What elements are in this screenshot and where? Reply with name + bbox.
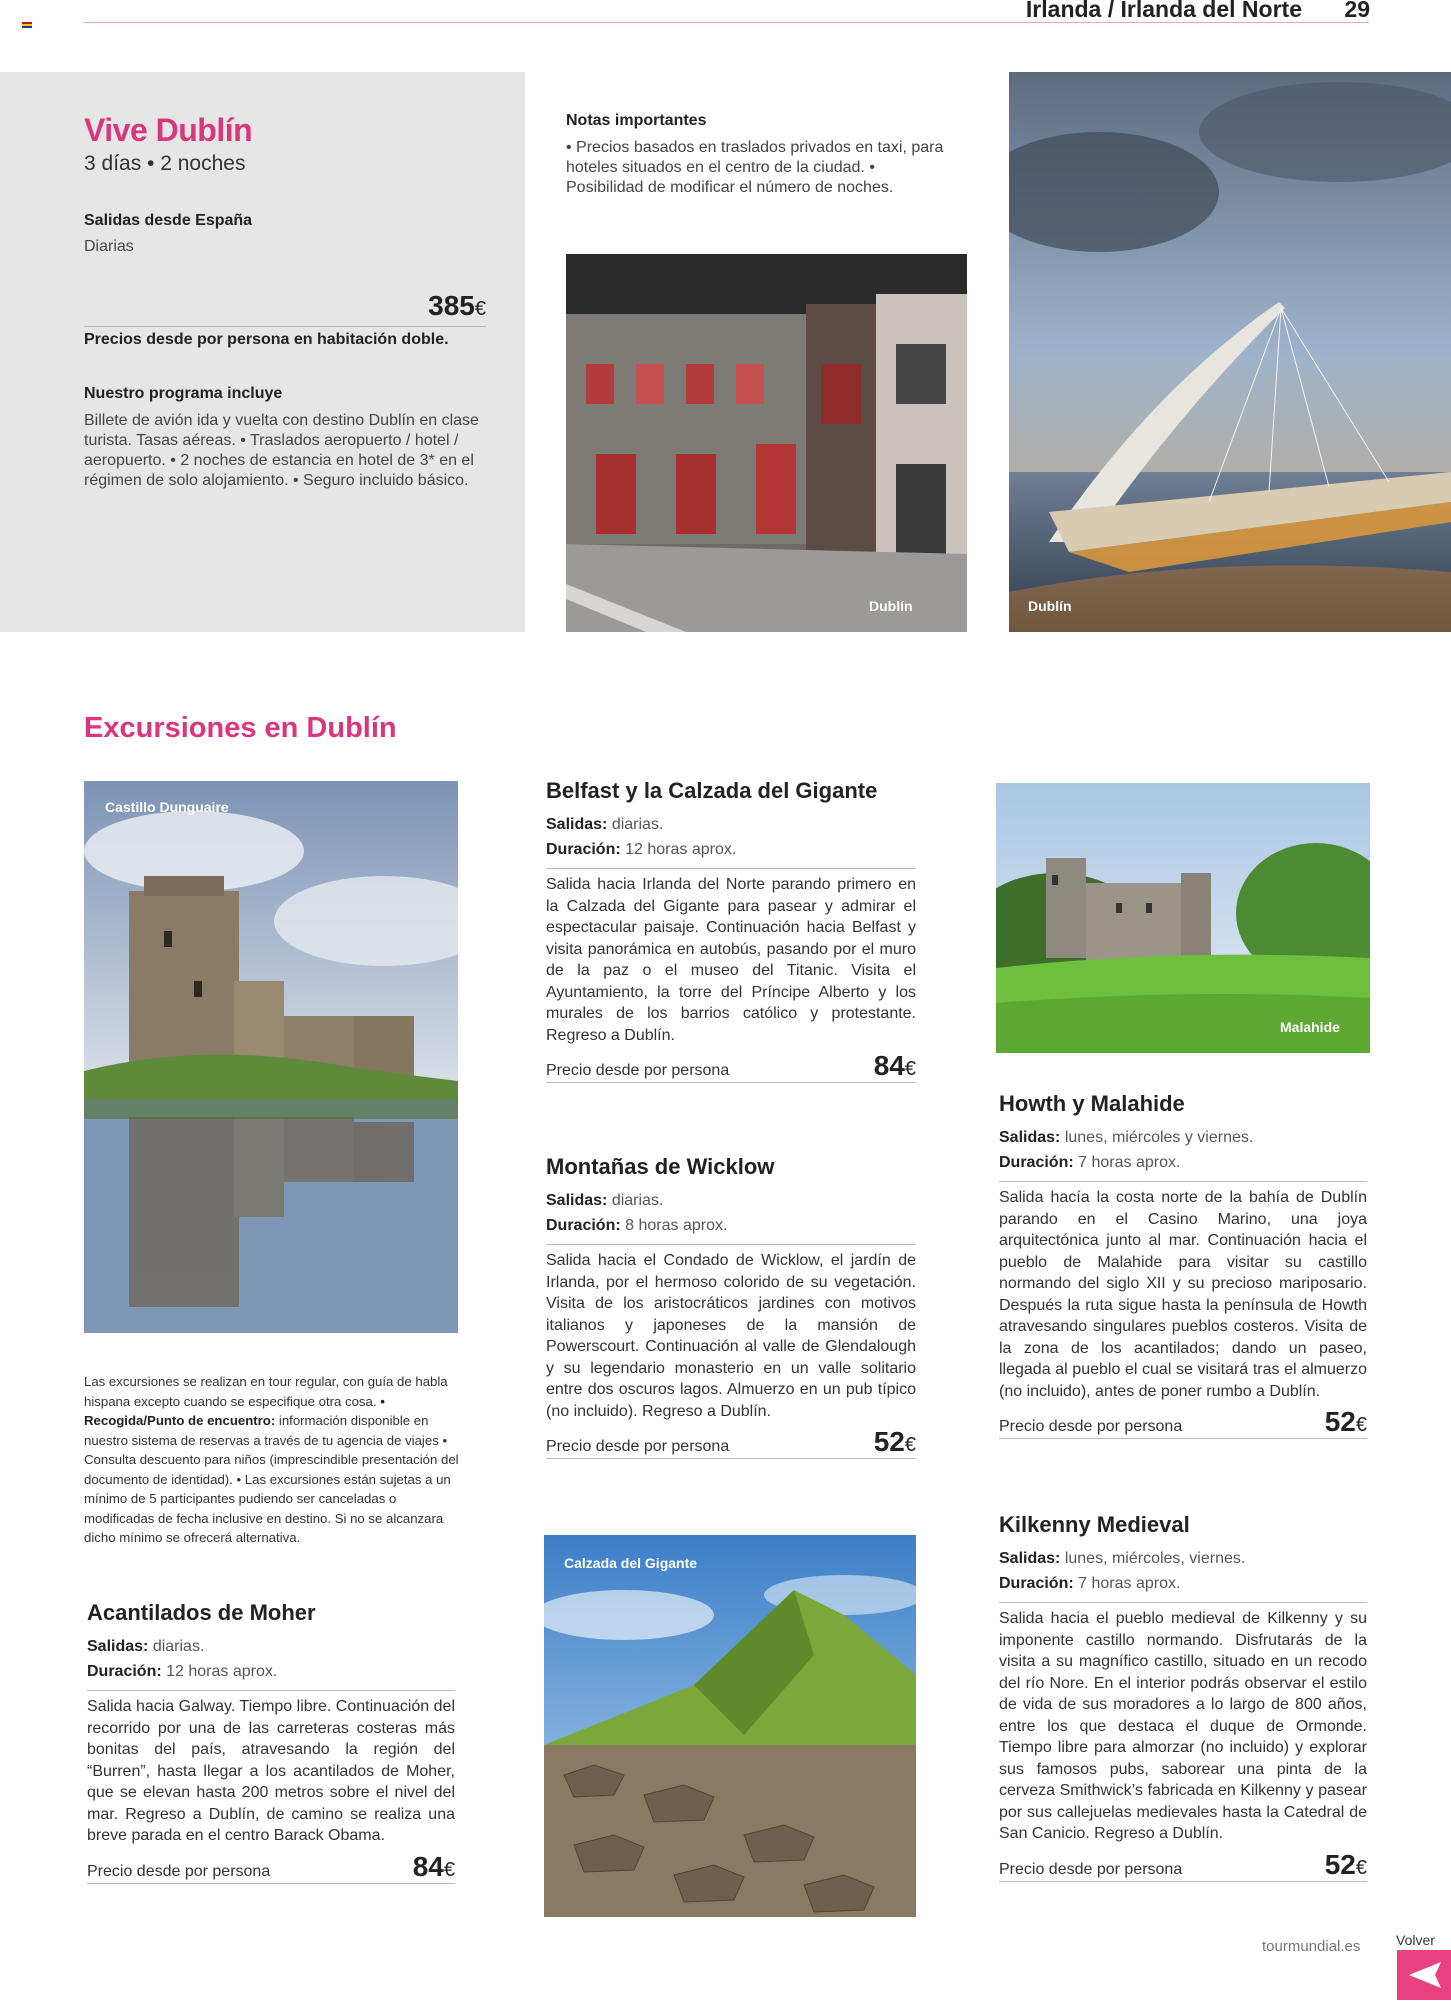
price-value	[413, 1851, 455, 1883]
salidas-label: Salidas:	[546, 816, 608, 833]
note-intro: Las excursiones se realizan en tour regular, con guía de habla hispana excepto cuando se especifique otra cosa.	[84, 1374, 448, 1409]
salidas-label: Salidas:	[546, 1192, 608, 1209]
divider	[546, 868, 916, 869]
excursion-belfast	[546, 778, 916, 1083]
header-title: Irlanda / Irlanda del Norte	[1025, 0, 1302, 22]
photo-caption: Calzada del Gigante	[564, 1555, 698, 1571]
price-currency: €	[1355, 1414, 1367, 1436]
note-pickup-label: • Recogida/Punto de encuentro:	[84, 1393, 385, 1428]
back-button[interactable]	[1397, 1950, 1451, 2000]
excursion-meta	[546, 1188, 916, 1238]
duracion-label: Duración:	[87, 1663, 162, 1680]
excursion-kilkenny	[999, 1512, 1367, 1882]
price-label: Precio desde por persona	[546, 1438, 730, 1455]
price-currency: €	[443, 1858, 455, 1881]
price-row	[546, 1428, 916, 1459]
salidas-value: lunes, miércoles y viernes.	[1064, 1129, 1254, 1146]
flag-icon	[22, 22, 32, 30]
excursion-description: Salida hacia Irlanda del Norte parando primero en la Calzada del Gigante para pasear y admirar el espectacular paisaje. Continuación hacia Belfast y visita panorámica en autobús, pasando por el muro de la paz o el museo del Titanic. Visita el Ayuntamiento, la torre del Príncipe Alberto y los murales de los barrios católico y protestante. Regreso a Dublín.	[546, 876, 916, 1044]
section-title: Excursiones en Dublín	[84, 712, 397, 744]
salidas-value: diarias.	[611, 1192, 664, 1209]
excursion-title: Kilkenny Medieval	[999, 1512, 1190, 1537]
excursion-meta	[87, 1634, 455, 1684]
divider	[84, 326, 486, 327]
intro-panel	[0, 72, 525, 632]
excursion-title: Belfast y la Calzada del Gigante	[546, 778, 878, 803]
program-text: Billete de avión ida y vuelta con destino Dublín en clase turista. Tasas aéreas. • Traslados aeropuerto / hotel / aeropuerto. • 2 noches de estancia en hotel de 3* en el régimen de solo alojamiento. • Seguro incluido básico.	[84, 412, 479, 489]
price-amount: 84	[873, 1050, 905, 1081]
duracion-value: 12 horas aprox.	[625, 841, 737, 858]
page-number: 29	[1344, 0, 1370, 22]
price-row	[999, 1408, 1367, 1439]
duracion-label: Duración:	[999, 1575, 1074, 1592]
price-label: Precio desde por persona	[87, 1862, 271, 1880]
duracion-label: Duración:	[999, 1154, 1074, 1171]
duracion-label: Duración:	[546, 1217, 621, 1234]
note-rest: información disponible en nuestro sistema de reservas a través de tu agencia de viajes • Consulta descuento para niños (imprescindible presentación del documento de identidad). • Las excursiones están sujetas a un mínimo de 5 participantes pudiendo ser canceladas o modificadas de fecha inclusive en destino. Si no se alcanzara dicho mínimo se ofrecerá alternativa.	[84, 1413, 459, 1545]
price-currency: €	[904, 1058, 916, 1080]
salidas-value: diarias.	[611, 816, 664, 833]
salidas-value: diarias.	[152, 1638, 205, 1655]
photo-caption: Dublín	[869, 598, 913, 614]
excursion-title: Howth y Malahide	[999, 1091, 1185, 1116]
salidas-label: Salidas:	[999, 1550, 1061, 1567]
price-note: Precios desde por persona en habitación doble.	[84, 331, 449, 348]
price-label: Precio desde por persona	[999, 1860, 1183, 1878]
website-link[interactable]: tourmundial.es	[1262, 1938, 1361, 1955]
price-value	[874, 1050, 916, 1082]
price-currency: €	[904, 1434, 916, 1456]
salidas-label: Salidas:	[999, 1129, 1061, 1146]
departures-label: Salidas desde España	[84, 212, 253, 229]
malahide-photo	[996, 783, 1370, 1053]
price-label: Precio desde por persona	[999, 1418, 1183, 1435]
excursion-meta	[999, 1546, 1367, 1596]
salidas-value: lunes, miércoles, viernes.	[1064, 1550, 1246, 1567]
arrow-left-icon	[1397, 1950, 1451, 2000]
intro-price	[380, 290, 486, 322]
program-label: Nuestro programa incluye	[84, 385, 283, 402]
photo-caption: Malahide	[1280, 1019, 1340, 1035]
intro-price-value: 385	[428, 290, 475, 321]
back-label[interactable]: Volver	[1396, 1932, 1435, 1948]
dublin-street-photo	[566, 254, 967, 632]
intro-title: Vive Dublín	[84, 112, 253, 148]
price-amount: 52	[1324, 1406, 1356, 1437]
excursion-description: Salida hacía la costa norte de la bahía de Dublín parando en el Casino Marino, una joya arquitectónica junto al mar. Continuación hacia el pueblo de Malahide para visitar su castillo normando del siglo XII y su precioso mariposario. Después la ruta sigue hasta la península de Howth atravesando singulares pueblos costeros. Visita de la zona de los acantilados; dando un paseo, llegada al pueblo el cual se visitará tras el almuerzo (no incluido), antes de poner rumbo a Dublín.	[999, 1189, 1367, 1400]
excursions-note	[84, 1372, 460, 1548]
departures-value: Diarias	[84, 238, 134, 255]
price-row	[999, 1848, 1367, 1882]
price-currency: €	[1355, 1856, 1367, 1879]
dunguaire-castle-photo	[84, 781, 458, 1333]
price-value	[874, 1426, 916, 1458]
price-value	[1325, 1406, 1367, 1438]
price-amount: 52	[873, 1426, 905, 1457]
duracion-value: 8 horas aprox.	[625, 1217, 728, 1234]
price-value	[1325, 1849, 1367, 1881]
photo-caption: Castillo Dunguaire	[105, 799, 229, 815]
price-amount: 52	[1324, 1848, 1356, 1880]
price-row	[546, 1052, 916, 1083]
excursion-moher	[87, 1600, 455, 1884]
excursion-meta	[546, 812, 916, 862]
excursion-description: Salida hacia el pueblo medieval de Kilkenny y su imponente castillo normando. Disfrutarás de la visita a su magnífico castillo, situado en un recodo del río Nore. En el interior podrás observar el estilo de vida de sus moradores a lo largo de 800 años, entre los que destaca el duque de Ormonde. Tiempo libre para almorzar (no incluido) y explorar sus famosos pubs, saborear una pinta de la cerveza Smithwick’s fabricada en Kilkenny y pasear por sus callejuelas medievales hasta la Catedral de San Canicio. Regreso a Dublín.	[999, 1610, 1367, 1842]
dublin-bridge-photo	[1009, 72, 1451, 632]
excursion-description: Salida hacia Galway. Tiempo libre. Continuación del recorrido por una de las carreteras costeras más bonitas del país, atravesando la región del “Burren”, hasta llegar a los acantilados de Moher, que se elevan hasta 200 metros sobre el nivel del mar. Regreso a Dublín, de camino se realiza una breve parada en el centro Barack Obama.	[87, 1698, 455, 1844]
duracion-label: Duración:	[546, 841, 621, 858]
giants-causeway-photo	[544, 1535, 916, 1917]
intro-duration: 3 días • 2 noches	[84, 152, 246, 175]
salidas-label: Salidas:	[87, 1638, 149, 1655]
excursion-meta	[999, 1125, 1367, 1175]
divider	[87, 1690, 455, 1691]
price-label: Precio desde por persona	[546, 1062, 730, 1079]
excursion-howth	[999, 1091, 1367, 1439]
excursion-description: Salida hacia el Condado de Wicklow, el jardín de Irlanda, por el hermoso colorido de su vegetación. Visita de los aristocráticos jardines con motivos italianos y japoneses de la mansión de Powerscourt. Continuación al valle de Glendalough y su legendario monasterio en un valle solitario entre dos oscuros lagos. Almuerzo en un pub típico (no incluido). Regreso a Dublín.	[546, 1252, 916, 1420]
excursion-wicklow	[546, 1154, 916, 1459]
divider	[999, 1602, 1367, 1603]
price-row	[87, 1850, 455, 1884]
photo-caption: Dublín	[1028, 598, 1072, 614]
intro-price-currency: €	[474, 298, 486, 320]
notes-text: • Precios basados en traslados privados en taxi, para hoteles situados en el centro de la ciudad. • Posibilidad de modificar el número de noches.	[566, 139, 944, 196]
price-amount: 84	[412, 1850, 444, 1882]
excursion-title: Montañas de Wicklow	[546, 1154, 775, 1179]
divider	[546, 1244, 916, 1245]
divider	[999, 1181, 1367, 1182]
notes-label: Notas importantes	[566, 112, 707, 129]
duracion-value: 7 horas aprox.	[1078, 1154, 1181, 1171]
duracion-value: 12 horas aprox.	[166, 1663, 278, 1680]
excursion-title: Acantilados de Moher	[87, 1600, 316, 1625]
duracion-value: 7 horas aprox.	[1078, 1575, 1181, 1592]
